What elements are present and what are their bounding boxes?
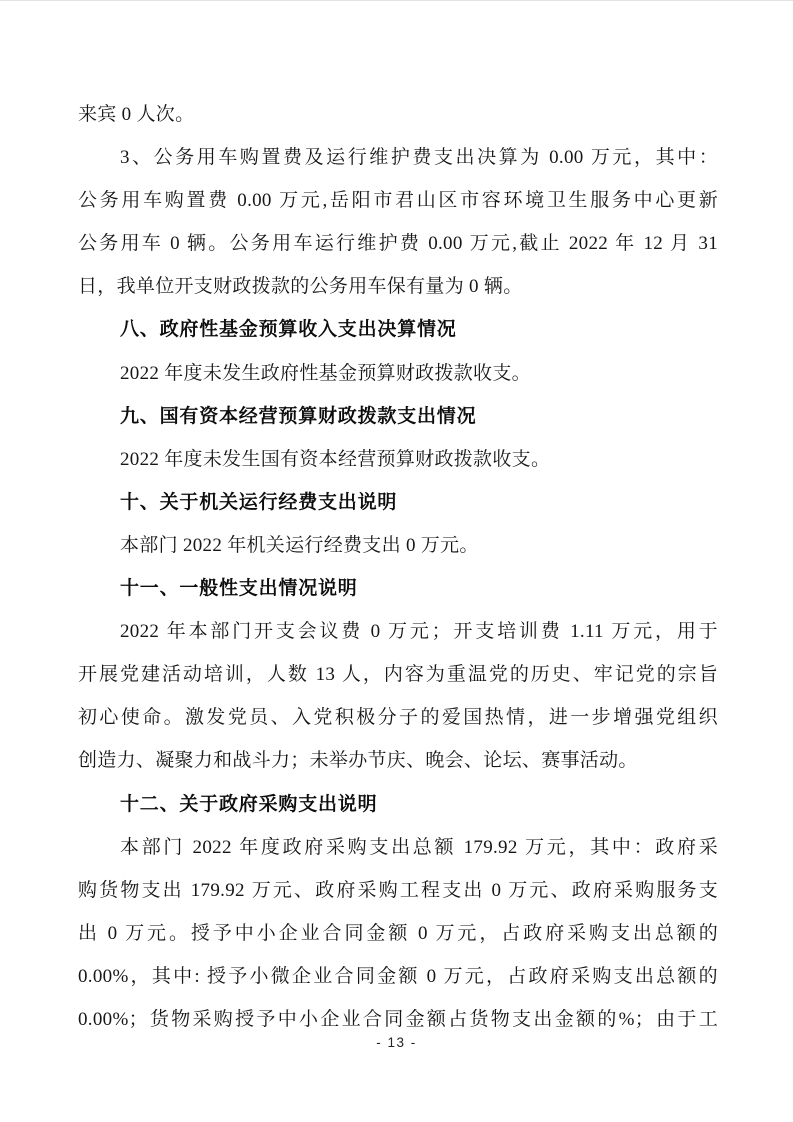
section-heading: 十一、一般性支出情况说明 (120, 578, 358, 600)
paragraph-line: 2022 年度未发生国有资本经营预算财政拨款收支。 (120, 448, 551, 470)
section-heading: 十二、关于政府采购支出说明 (120, 793, 378, 815)
paragraph-line: 本部门 2022 年度政府采购支出总额 179.92 万元，其中：政府采 (120, 836, 718, 858)
section-heading: 十、关于机关运行经费支出说明 (120, 491, 398, 513)
paragraph-line: 开展党建活动培训，人数 13 人，内容为重温党的历史、牢记党的宗旨 (78, 664, 718, 686)
paragraph-line: 3、公务用车购置费及运行维护费支出决算为 0.00 万元，其中： (120, 147, 718, 169)
paragraph-line: 购货物支出 179.92 万元、政府采购工程支出 0 万元、政府采购服务支 (78, 879, 718, 901)
document-body (78, 93, 718, 1041)
section-heading: 八、政府性基金预算收入支出决算情况 (120, 319, 457, 341)
section-heading: 九、国有资本经营预算财政拨款支出情况 (120, 405, 477, 427)
paragraph-line: 日，我单位开支财政拨款的公务用车保有量为 0 辆。 (78, 276, 523, 298)
paragraph-line: 0.00%，其中: 授予小微企业合同金额 0 万元，占政府采购支出总额的 (78, 965, 718, 987)
paragraph-line: 公务用车购置费 0.00 万元,岳阳市君山区市容环境卫生服务中心更新 (78, 190, 718, 212)
paragraph-line: 出 0 万元。授予中小企业合同金额 0 万元，占政府采购支出总额的 (78, 922, 718, 944)
paragraph-line: 2022 年本部门开支会议费 0 万元；开支培训费 1.11 万元，用于 (120, 621, 718, 643)
paragraph-line: 0.00%；货物采购授予中小企业合同金额占货物支出金额的%；由于工 (78, 1008, 718, 1030)
paragraph-line: 来宾 0 人次。 (78, 104, 195, 125)
paragraph-line: 初心使命。激发党员、入党积极分子的爱国热情，进一步增强党组织 (78, 707, 718, 729)
paragraph-line: 本部门 2022 年机关运行经费支出 0 万元。 (120, 534, 479, 556)
paragraph-line: 公务用车 0 辆。公务用车运行维护费 0.00 万元,截止 2022 年 12 月 31 (78, 233, 718, 255)
paragraph-line: 2022 年度未发生政府性基金预算财政拨款收支。 (120, 362, 531, 384)
paragraph-line: 创造力、凝聚力和战斗力；未举办节庆、晚会、论坛、赛事活动。 (78, 750, 638, 772)
page-number: - 13 - (376, 1035, 417, 1050)
